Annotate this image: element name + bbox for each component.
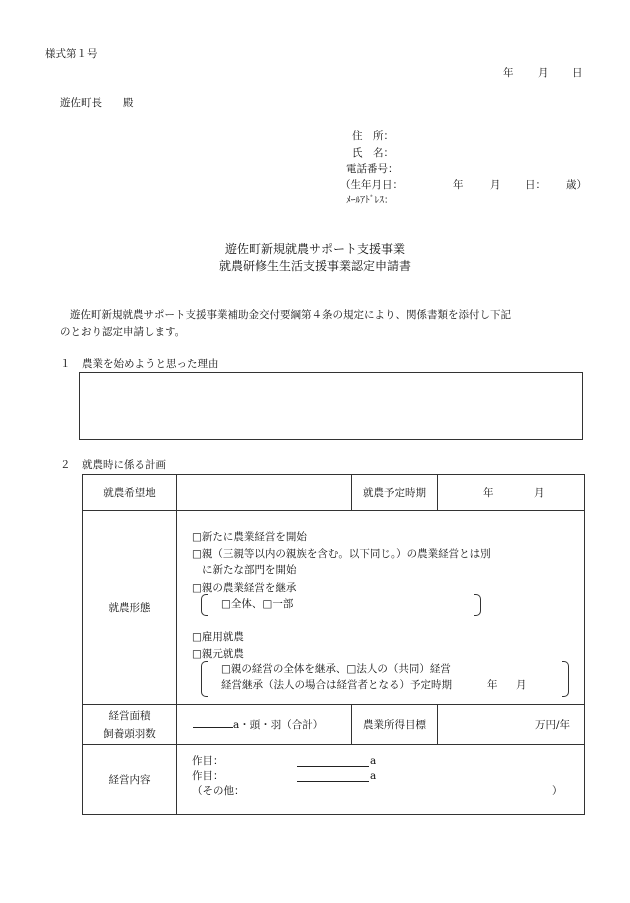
crop2-label: 作目： [192, 769, 224, 782]
succession-year: 年 [487, 678, 498, 691]
birth-month: 月 [490, 179, 501, 191]
birth-age: 歳） [566, 179, 587, 191]
intro-line2: のとおり認定申請します。 [60, 326, 186, 338]
title-line1: 遊佐町新規就農サポート支援事業 [224, 242, 405, 256]
family-farm-scope[interactable]: □親の経営の全体を継承、□法人の（共同）経営 [221, 662, 451, 675]
section1-number: １ [60, 358, 71, 370]
farming-type-label: 就農形態 [83, 511, 177, 705]
address-label: 住 所： [352, 130, 394, 142]
timing-label: 就農予定時期 [352, 475, 438, 511]
reason-textbox[interactable] [79, 372, 583, 440]
succession-month: 月 [516, 678, 527, 691]
crop1-unit: a [370, 754, 377, 767]
timing-month: 月 [534, 486, 545, 499]
area-unit: a・頭・羽（合計） [233, 719, 324, 731]
area-label-line2: 飼養頭羽数 [103, 728, 156, 740]
bracket-right [474, 594, 481, 616]
plan-table [82, 474, 585, 815]
section1-label: 農業を始めようと思った理由 [82, 358, 219, 370]
area-label-line1: 経営面積 [108, 710, 151, 722]
option-new-division[interactable]: □親（三親等以内の親族を含む。以下同じ。）の農業経営とは別 [192, 547, 491, 560]
income-label: 農業所得目標 [352, 705, 438, 745]
option-new-division-cont: に新たな部門を開始 [202, 563, 297, 576]
crop1-label: 作目： [192, 754, 224, 767]
birth-year: 年 [453, 179, 464, 191]
option-family-farm[interactable]: □親元就農 [192, 647, 244, 660]
section2-label: 就農時に係る計画 [82, 459, 166, 471]
email-label: ﾒｰﾙｱﾄﾞﾚｽ： [346, 195, 394, 206]
addressee: 遊佐町長 殿 [60, 97, 134, 109]
content-label: 経営内容 [83, 745, 177, 815]
birth-day: 日： [525, 179, 546, 191]
location-field[interactable] [177, 475, 352, 511]
date-day: 日 [572, 67, 583, 79]
bracket-left [201, 661, 208, 697]
row-content [83, 745, 585, 815]
timing-field[interactable] [438, 475, 585, 511]
content-field [177, 745, 585, 815]
name-label: 氏 名： [352, 147, 394, 159]
crop2-blank[interactable] [297, 781, 369, 782]
timing-year: 年 [483, 486, 494, 499]
crop2-unit: a [370, 769, 377, 782]
crop1-blank[interactable] [297, 766, 369, 767]
intro-line1: 遊佐町新規就農サポート支援事業補助金交付要綱第４条の規定により、関係書類を添付し下記 [70, 309, 511, 321]
bracket-left [201, 594, 208, 616]
other-label: （その他： [192, 784, 245, 797]
phone-label: 電話番号： [346, 163, 399, 175]
row-farming-type [83, 511, 585, 705]
birth-open: （生年月日： [340, 179, 403, 191]
row-location [83, 475, 585, 511]
other-close: ） [552, 784, 563, 797]
title-line2: 就農研修生生活支援事業認定申請書 [218, 259, 411, 273]
row-area [83, 705, 585, 745]
option-new-farm[interactable]: □新たに農業経営を開始 [192, 530, 307, 543]
date-month: 月 [538, 67, 549, 79]
option-inherit[interactable]: □親の農業経営を継承 [192, 581, 297, 594]
area-label [83, 705, 177, 745]
area-field[interactable] [177, 705, 352, 745]
form-number: 様式第１号 [45, 48, 98, 60]
date-year: 年 [503, 67, 514, 79]
farming-type-options [177, 511, 585, 705]
section2-number: ２ [60, 459, 71, 471]
succession-timing: 経営継承（法人の場合は経営者となる）予定時期 [221, 678, 452, 691]
area-blank[interactable] [193, 727, 233, 728]
location-label: 就農希望地 [83, 475, 177, 511]
bracket-right [562, 661, 569, 697]
option-employed[interactable]: □雇用就農 [192, 630, 244, 643]
income-field[interactable]: 万円/年 [438, 705, 585, 745]
inherit-scope[interactable]: □全体、□一部 [221, 597, 294, 610]
